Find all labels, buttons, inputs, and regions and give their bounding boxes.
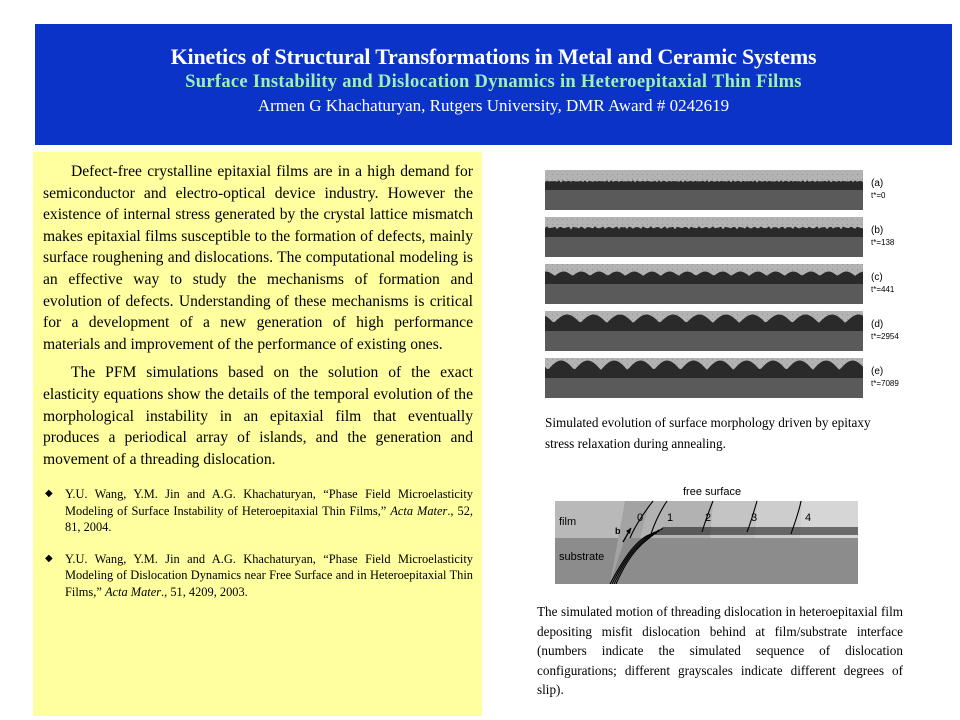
burgers-label: b [615, 526, 621, 536]
configuration-number: 3 [751, 512, 758, 524]
reference-journal: Acta Mater [390, 503, 448, 518]
morphology-evolution-figure [541, 168, 917, 404]
panel-letter: (a) [871, 178, 884, 189]
panel-letter: (d) [871, 319, 884, 330]
substrate-band [545, 237, 863, 257]
panel-time: t*=7089 [871, 379, 899, 388]
reference-text: Y.U. Wang, Y.M. Jin and A.G. Khachaturyan, “Phase Field Microelasticity Modeling of Surface Instability of Heteroepitaxial Thin Films,” [65, 487, 473, 518]
substrate-label: substrate [559, 551, 605, 563]
morphology-figure-svg [541, 168, 917, 404]
substrate-band [545, 378, 863, 398]
dislocation-figure [555, 484, 858, 584]
panel-letter: (c) [871, 272, 883, 283]
abstract-paragraph-1: Defect-free crystalline epitaxial films are in a high demand for semiconductor and electro-optical device industry. However the existence of internal stress generated by the crystal lattice mismatch makes epitaxial films susceptible to the formation of defects, mainly surface roughening and dislocations. The computational modeling is an effective way to study the mechanisms of formation and evolution of defects. Understanding of these mechanisms is critical for a development of a new generation of high performance materials and improvement of the performance of existing ones. [43, 163, 473, 353]
free-surface-label: free surface [683, 486, 742, 498]
abstract-paragraph-2: The PFM simulations based on the solution of the exact elasticity equations show the details of the temporal evolution of the morphological instability in an epitaxial film that eventually produces a periodical array of islands, and the generation and movement of a threading dislocation. [43, 364, 473, 468]
title-banner [35, 24, 952, 145]
reference-citation: ., 52, 81, 2004. [65, 503, 473, 535]
author-line: Armen G Khachaturyan, Rutgers University, DMR Award # 0242619 [257, 96, 730, 115]
reference-list [43, 486, 473, 600]
substrate-band [545, 331, 863, 351]
reference-item [45, 486, 473, 536]
panel-time: t*=441 [871, 285, 895, 294]
panel-time: t*=2954 [871, 332, 899, 341]
reference-text: Y.U. Wang, Y.M. Jin and A.G. Khachaturyan, “Phase Field Microelasticity Modeling of Dislocation Dynamics near Free Surface and in Heteroepitaxial Thin Films,” [65, 551, 473, 599]
configuration-number: 0 [637, 512, 644, 524]
reference-journal: Acta Mater [104, 584, 162, 599]
abstract-box [33, 152, 482, 716]
dislocation-figure-svg [555, 484, 858, 584]
panel-letter: (e) [871, 366, 884, 377]
diamond-bullet-icon: ◆ [45, 488, 53, 500]
poster-title: Kinetics of Structural Transformations in Metal and Ceramic Systems [170, 44, 817, 69]
configuration-number: 4 [805, 512, 812, 524]
figure2-caption: The simulated motion of threading dislocation in heteroepitaxial film depositing misfit dislocation behind at film/substrate interface (numbers indicate the simulated sequence of dislocation configurations; different grayscales indicate different degrees of slip). [537, 604, 903, 697]
poster-subtitle: Surface Instability and Dislocation Dynamics in Heteroepitaxial Thin Films [185, 72, 802, 92]
substrate-band [545, 190, 863, 210]
substrate-band [545, 284, 863, 304]
panel-letter: (b) [871, 225, 884, 236]
reference-citation: ., 51, 4209, 2003. [161, 584, 248, 599]
configuration-number: 1 [667, 512, 674, 524]
configuration-number: 2 [705, 512, 712, 524]
panel-time: t*=138 [871, 238, 895, 247]
figure1-caption: Simulated evolution of surface morphology driven by epitaxy stress relaxation during annealing. [545, 415, 871, 451]
reference-item [45, 551, 473, 601]
diamond-bullet-icon: ◆ [45, 552, 53, 564]
film-label: film [559, 516, 577, 528]
panel-time: t*=0 [871, 191, 886, 200]
